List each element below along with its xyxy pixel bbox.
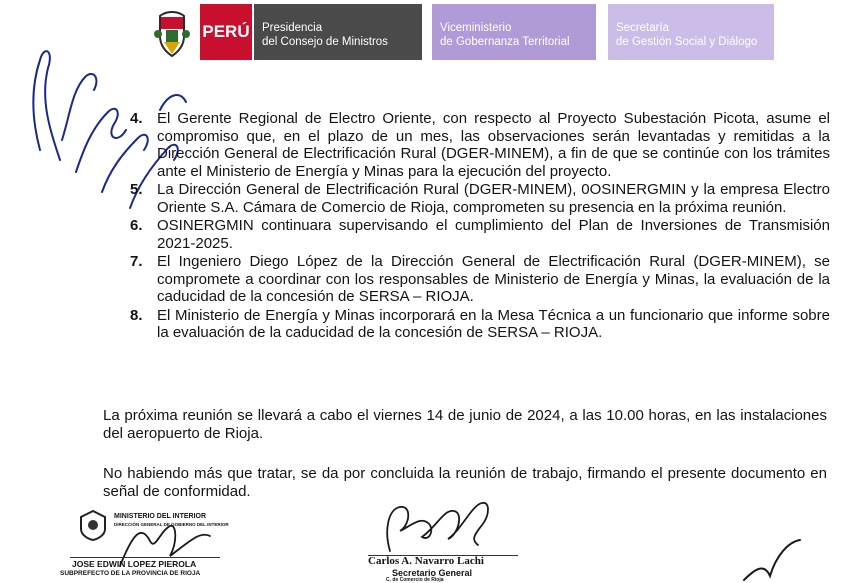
closing-paragraph: No habiendo más que tratar, se da por concluida la reunión de trabajo, firmando el presente documento en señal de conformidad. [103,465,827,500]
left-signature-block [60,505,250,582]
pcm-line2: del Consejo de Ministros [262,36,388,48]
left-signer-role: SUBPREFECTO DE LA PROVINCIA DE RIOJA [60,570,201,577]
item-text: La Dirección General de Electrificación Rural (DGER-MINEM), 0OSINERGMIN y la empresa Electro Oriente S.A. Cámara de Comercio de Rioja, comprometen su presencia en la próxima reunión. [157,181,830,216]
signature-line [70,557,220,558]
center-signature-block [360,495,530,582]
vgt-line2: de Gobernanza Territorial [440,36,570,48]
center-signer-name: Carlos A. Navarro Lachi [368,555,484,567]
item-text: El Gerente Regional de Electro Oriente, con respecto al Proyecto Subestación Picota, asume el compromiso que, en el plazo de un mes, las observaciones serán levantadas y remitidas a la Dirección General de Electrificación Rural (DGER-MINEM), a fin de que se continúe con los trámites ante el Ministerio de Energía y Minas para la ejecución del proyecto. [157,110,830,180]
pcm-box [254,4,422,60]
vgt-line1: Viceministerio [440,22,512,34]
item-number: 7. [130,253,143,270]
ministry-stamp-line1: MINISTERIO DEL INTERIOR [114,513,207,520]
peru-label: PERÚ [200,4,252,60]
sgs-box [608,4,774,60]
right-signature-scribble [740,536,810,582]
item-number: 5. [130,181,143,198]
center-signer-org: C. de Comercio de Rioja [386,577,444,583]
pcm-line1: Presidencia [262,22,323,34]
list-item [130,253,830,306]
center-signer-role: Secretario General [392,568,473,578]
item-text: El Ingeniero Diego López de la Dirección General de Electrificación Rural (DGER-MINEM), se compromete a coordinar con los responsables de Ministerio de Energía y Minas, la evaluación de la caducidad de la concesión de SERSA – RIOJA. [157,253,830,305]
sgs-line1: Secretaría [616,22,670,34]
list-item [130,307,830,342]
signature-scribble [378,495,518,557]
item-number: 4. [130,110,143,127]
item-text: El Ministerio de Energía y Minas incorporará en la Mesa Técnica a un funcionario que informe sobre la evaluación de la caducidad de la concesión de SERSA – RIOJA. [157,306,830,341]
list-item [130,110,830,180]
commitments-list [130,110,830,342]
list-item [130,217,830,252]
item-text: OSINERGMIN continuara supervisando el cumplimiento del Plan de Inversiones de Transmisión 2021-2025. [157,217,830,252]
next-meeting-paragraph: La próxima reunión se llevará a cabo el viernes 14 de junio de 2024, a las 10.00 horas, en las instalaciones del aeropuerto de Rioja. [103,407,827,442]
vgt-box [432,4,596,60]
item-number: 8. [130,306,143,324]
list-item [130,181,830,216]
sgs-line2: de Gestión Social y Diálogo [616,36,758,48]
left-signer-name: JOSE EDWIN LOPEZ PIEROLA [72,559,197,569]
item-number: 6. [130,217,143,234]
ministry-stamp-line2: DIRECCIÓN GENERAL DE GOBIERNO DEL INTERIOR [114,522,229,527]
